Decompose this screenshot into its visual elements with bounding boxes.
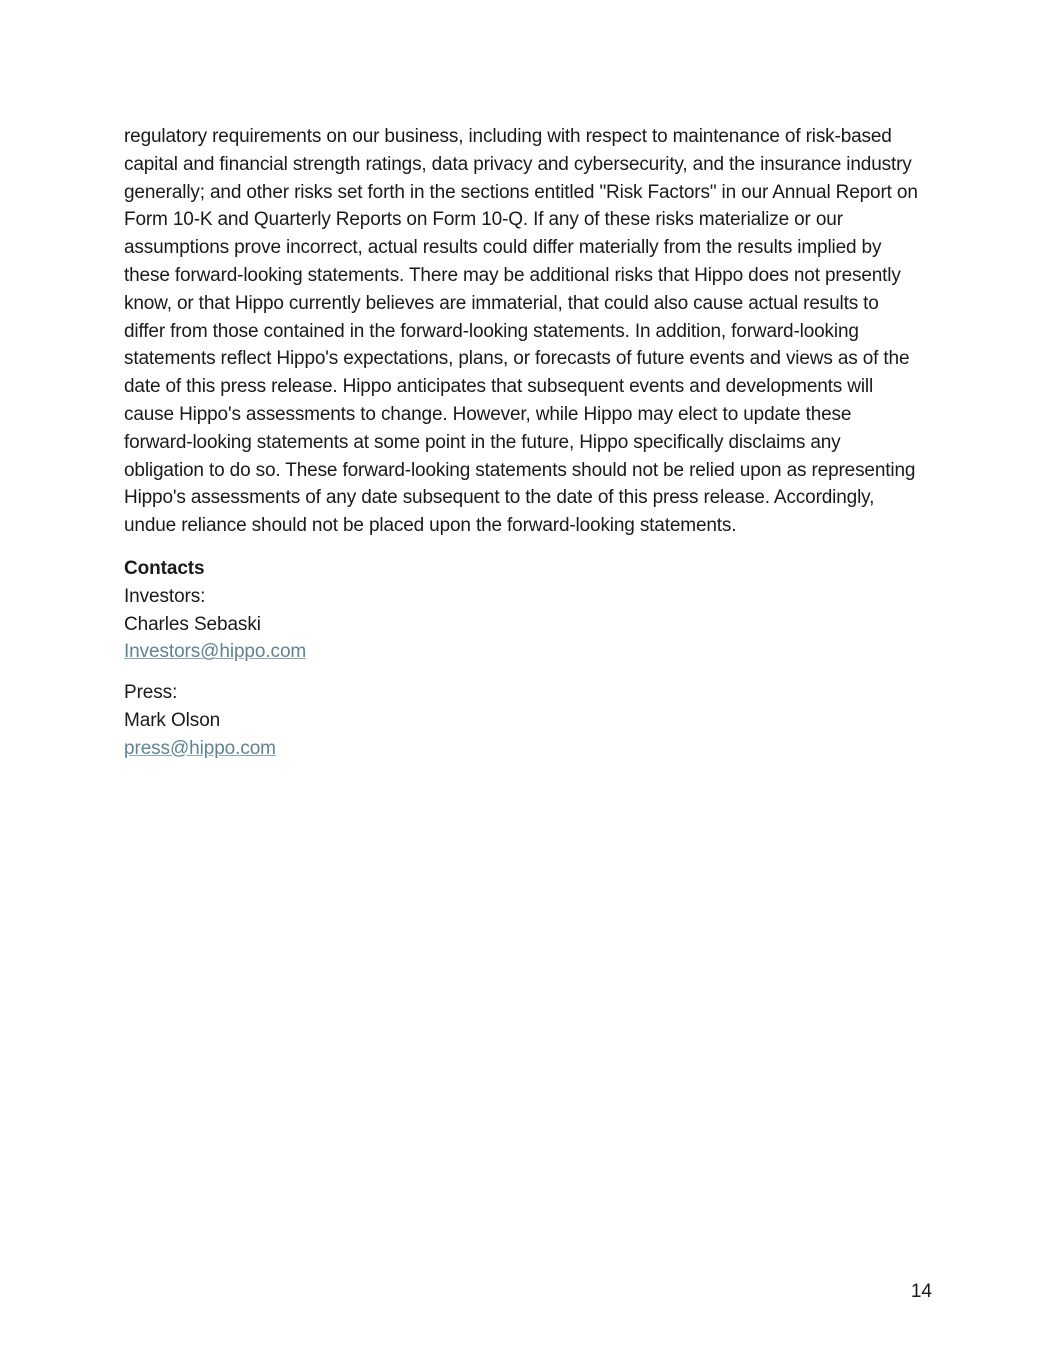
- investors-contact-name: Charles Sebaski: [124, 613, 261, 635]
- press-label: Press:: [124, 682, 178, 704]
- investors-contact: [124, 583, 924, 666]
- press-contact: [124, 679, 924, 762]
- press-email-link[interactable]: press@hippo.com: [124, 737, 276, 759]
- contacts-heading: Contacts: [124, 557, 205, 579]
- investors-email-line: [124, 638, 924, 666]
- press-contact-name: Mark Olson: [124, 709, 221, 731]
- page-number: 14: [910, 1281, 932, 1302]
- document-page: [124, 123, 924, 763]
- press-email-line: [124, 735, 924, 763]
- forward-looking-statements-paragraph: regulatory requirements on our business, including with respect to maintenance of risk-based capital and financial strength ratings, data privacy and cybersecurity, and the insurance industry generally; and other risks set forth in the sections entitled "Risk Factors" in our Annual Report on Form 10-K and Quarterly Reports on Form 10-Q. If any of these risks materialize or our assumptions prove incorrect, actual results could differ materially from the results implied by these forward-looking statements. There may be additional risks that Hippo does not presently know, or that Hippo currently believes are immaterial, that could also cause actual results to differ from those contained in the forward-looking statements. In addition, forward-looking statements reflect Hippo's expectations, plans, or forecasts of future events and views as of the date of this press release. Hippo anticipates that subsequent events and developments will cause Hippo's assessments to change. However, while Hippo may elect to update these forward-looking statements at some point in the future, Hippo specifically disclaims any obligation to do so. These forward-looking statements should not be relied upon as representing Hippo's assessments of any date subsequent to the date of this press release. Accordingly, undue reliance should not be placed upon the forward-looking statements.: [124, 126, 918, 537]
- investors-label: Investors:: [124, 585, 206, 607]
- contacts-section: [124, 555, 924, 763]
- investors-email-link[interactable]: Investors@hippo.com: [124, 641, 307, 663]
